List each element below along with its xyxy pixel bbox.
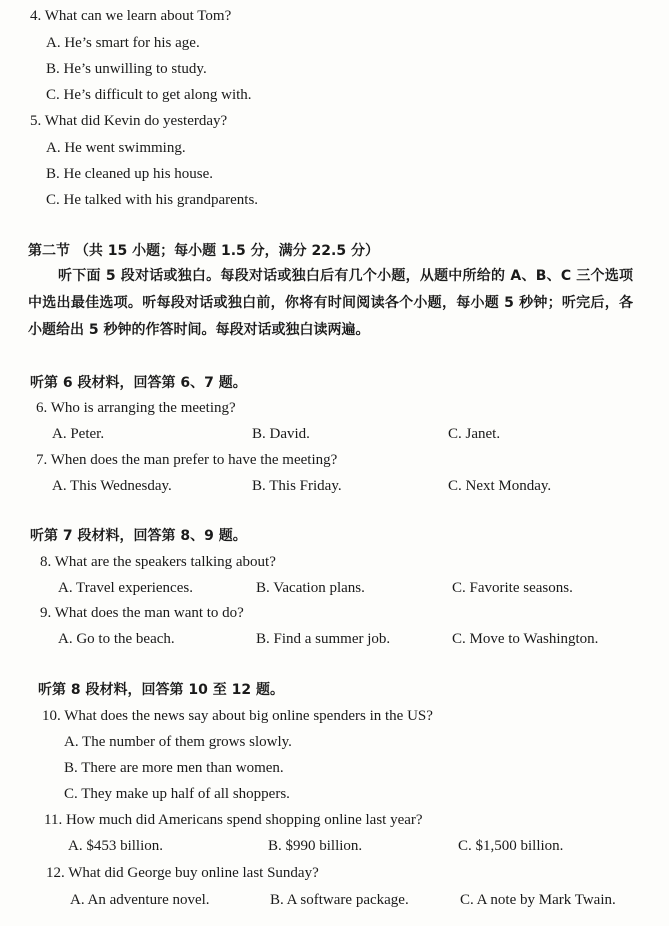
q8-options — [0, 578, 669, 598]
question-7: 7. When does the man prefer to have the meeting? — [36, 452, 338, 468]
question-5: 5. What did Kevin do yesterday? — [30, 113, 228, 129]
q7-option-c: C. Next Monday. — [448, 478, 552, 494]
q8-option-a: A. Travel experiences. — [58, 580, 193, 596]
q5-option-a: A. He went swimming. — [46, 140, 186, 156]
q6-option-a: A. Peter. — [52, 426, 105, 442]
q12-options — [0, 890, 669, 910]
question-8: 8. What are the speakers talking about? — [40, 554, 276, 570]
q7-option-b: B. This Friday. — [252, 478, 342, 494]
q10-option-a: A. The number of them grows slowly. — [64, 734, 292, 750]
q7-options — [0, 476, 669, 496]
question-10: 10. What does the news say about big online spenders in the US? — [42, 708, 433, 724]
question-9: 9. What does the man want to do? — [40, 605, 244, 621]
q9-option-a: A. Go to the beach. — [58, 631, 175, 647]
q6-option-b: B. David. — [252, 426, 310, 442]
q9-option-c: C. Move to Washington. — [452, 631, 599, 647]
q12-option-a: A. An adventure novel. — [70, 892, 210, 908]
q4-option-a: A. He’s smart for his age. — [46, 35, 200, 51]
q9-options — [0, 629, 669, 649]
q6-option-c: C. Janet. — [448, 426, 501, 442]
q11-option-b: B. $990 billion. — [268, 838, 363, 854]
group-7-label: 听第 7 段材料，回答第 8、9 题。 — [30, 528, 247, 544]
group-6-label: 听第 6 段材料，回答第 6、7 题。 — [30, 375, 247, 391]
q5-option-c: C. He talked with his grandparents. — [46, 192, 259, 208]
section-2-heading: 第二节 （共 15 小题；每小题 1.5 分，满分 22.5 分） — [28, 243, 379, 259]
group-8-label: 听第 8 段材料，回答第 10 至 12 题。 — [38, 682, 284, 698]
q4-option-c: C. He’s difficult to get along with. — [46, 87, 252, 103]
q10-option-b: B. There are more men than women. — [64, 760, 284, 776]
question-6: 6. Who is arranging the meeting? — [36, 400, 236, 416]
q6-options — [0, 424, 669, 444]
question-12: 12. What did George buy online last Sunday? — [46, 865, 319, 881]
q8-option-c: C. Favorite seasons. — [452, 580, 573, 596]
q12-option-c: C. A note by Mark Twain. — [460, 892, 616, 908]
q11-options — [0, 836, 669, 856]
q5-option-b: B. He cleaned up his house. — [46, 166, 214, 182]
q7-option-a: A. This Wednesday. — [52, 478, 172, 494]
q10-option-c: C. They make up half of all shoppers. — [64, 786, 290, 802]
question-11: 11. How much did Americans spend shopping online last year? — [44, 812, 423, 828]
q4-option-b: B. He’s unwilling to study. — [46, 61, 207, 77]
q11-option-c: C. $1,500 billion. — [458, 838, 564, 854]
question-4: 4. What can we learn about Tom? — [30, 8, 232, 24]
section-2-instructions: 听下面 5 段对话或独白。每段对话或独白后有几个小题，从题中所给的 A、B、C 三个选项中选出最佳选项。听每段对话或独白前，你将有时间阅读各个小题，每小题 5 秒钟；听完后，各小题给出 5 秒钟的作答时间。每段对话或独白读两遍。 — [28, 268, 633, 338]
q9-option-b: B. Find a summer job. — [256, 631, 391, 647]
q8-option-b: B. Vacation plans. — [256, 580, 365, 596]
q11-option-a: A. $453 billion. — [68, 838, 164, 854]
q12-option-b: B. A software package. — [270, 892, 409, 908]
